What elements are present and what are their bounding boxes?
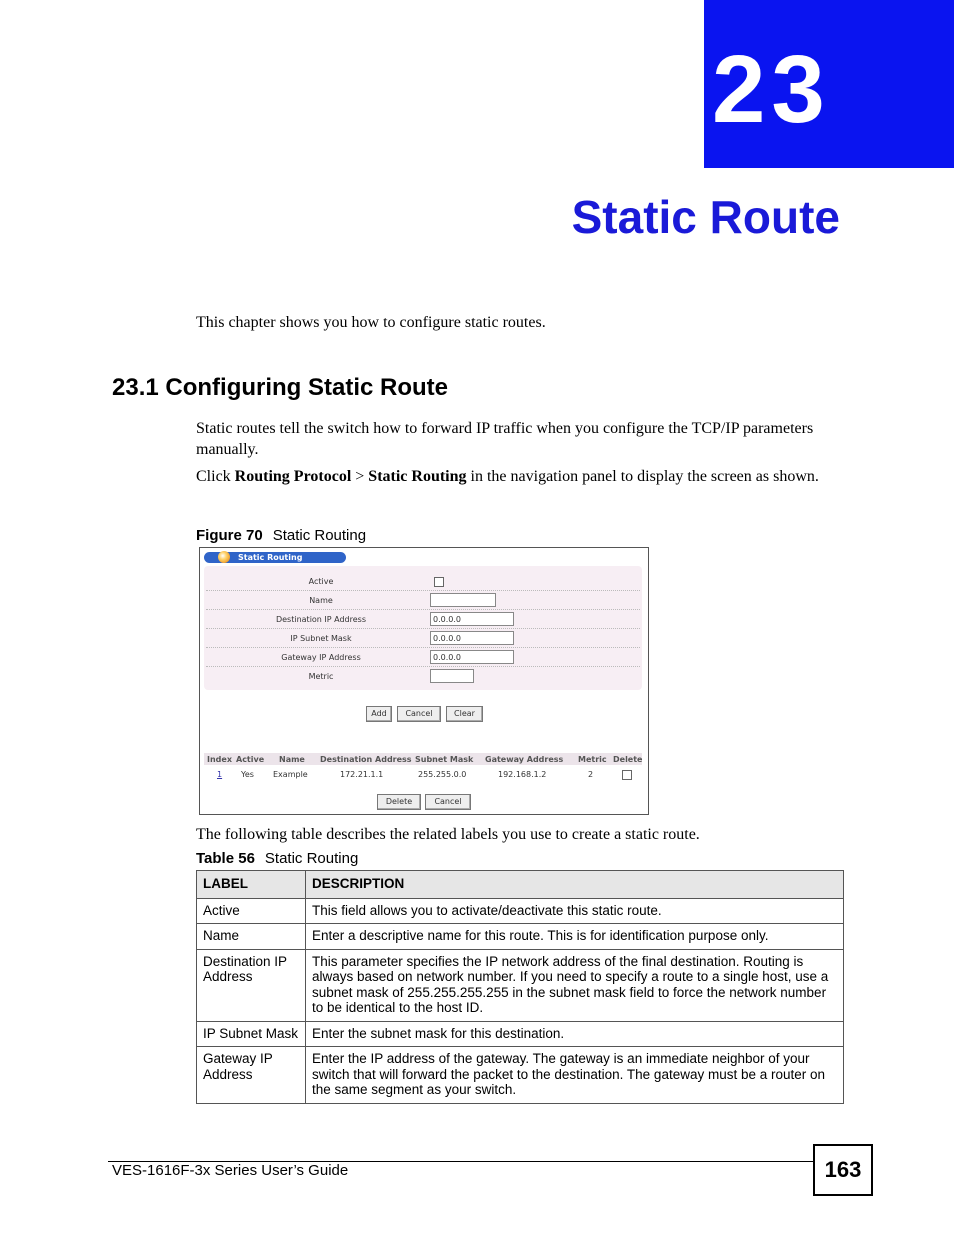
- field-label-subnet: IP Subnet Mask: [290, 634, 352, 643]
- field-name-row: [206, 591, 640, 610]
- field-destination-row: [206, 610, 640, 629]
- col-delete: Delete: [613, 755, 643, 764]
- route-destination: 172.21.1.1: [340, 770, 384, 779]
- add-button[interactable]: Add: [366, 706, 392, 722]
- field-label-metric: Metric: [308, 672, 334, 681]
- field-label-active: Active: [308, 577, 334, 586]
- col-gateway: Gateway Address: [485, 755, 564, 764]
- destination-ip-input[interactable]: 0.0.0.0: [430, 612, 514, 626]
- header-label: LABEL: [197, 871, 306, 899]
- static-routing-tab[interactable]: Static Routing: [204, 552, 346, 563]
- row-description: Enter the subnet mask for this destination.: [306, 1021, 844, 1047]
- field-label-name: Name: [309, 596, 333, 605]
- delete-button[interactable]: Delete: [377, 794, 421, 810]
- field-metric-row: [206, 667, 640, 685]
- row-label: IP Subnet Mask: [197, 1021, 306, 1047]
- footer-guide-title: VES-1616F-3x Series User’s Guide: [112, 1162, 349, 1179]
- active-checkbox[interactable]: [434, 577, 444, 587]
- table-row: [197, 1047, 844, 1104]
- static-routing-form: [204, 566, 642, 690]
- clear-button[interactable]: Clear: [446, 706, 483, 722]
- col-name: Name: [279, 755, 305, 764]
- row-description: Enter a descriptive name for this route. This is for identification purpose only.: [306, 924, 844, 950]
- route-gateway: 192.168.1.2: [498, 770, 547, 779]
- route-name: Example: [273, 770, 308, 779]
- intro-paragraph: This chapter shows you how to configure static routes.: [196, 314, 546, 331]
- col-index: Index: [207, 755, 232, 764]
- route-subnet: 255.255.0.0: [418, 770, 467, 779]
- description-table: [196, 870, 844, 1104]
- static-routing-screenshot: [199, 547, 649, 815]
- delete-checkbox[interactable]: [622, 770, 632, 780]
- table-row: [197, 898, 844, 924]
- figure-caption: Figure 70 Static Routing: [196, 527, 367, 544]
- route-metric: 2: [588, 770, 594, 779]
- page-number: 163: [813, 1144, 873, 1196]
- table-row: [197, 949, 844, 1021]
- cancel-delete-button[interactable]: Cancel: [425, 794, 471, 810]
- col-destination: Destination Address: [320, 755, 412, 764]
- chapter-title: Static Route: [571, 191, 840, 243]
- col-active: Active: [236, 755, 265, 764]
- field-label-gateway: Gateway IP Address: [281, 653, 361, 662]
- field-active-row: [206, 572, 640, 591]
- row-label: Name: [197, 924, 306, 950]
- route-table-header: [204, 753, 642, 765]
- row-description: This parameter specifies the IP network address of the final destination. Routing is always based on network number. If you need to specify a route to a single host, use a subnet mask of 255.255.255.255 in the subnet mask field to force the network number to be identical to the host ID.: [306, 949, 844, 1021]
- row-description: Enter the IP address of the gateway. The gateway is an immediate neighbor of your switch that will forward the packet to the destination. The gateway must be a router on the same segment as your switch.: [306, 1047, 844, 1104]
- section-heading: 23.1 Configuring Static Route: [112, 374, 449, 401]
- field-label-destination: Destination IP Address: [275, 615, 367, 624]
- table-row: [197, 1021, 844, 1047]
- gateway-ip-input[interactable]: 0.0.0.0: [430, 650, 514, 664]
- table-row: [204, 768, 642, 782]
- field-subnet-row: [206, 629, 640, 648]
- tab-orb-icon: [218, 551, 230, 563]
- col-subnet: Subnet Mask: [415, 755, 474, 764]
- table-intro-paragraph: The following table describes the related labels you use to create a static route.: [196, 826, 700, 843]
- name-input[interactable]: [430, 593, 496, 607]
- subnet-mask-input[interactable]: 0.0.0.0: [430, 631, 514, 645]
- row-label: Active: [197, 898, 306, 924]
- paragraph-static-routes: Static routes tell the switch how to forward IP traffic when you configure the TCP/IP parameters manually.: [196, 420, 814, 458]
- paragraph-navigation: Click Routing Protocol > Static Routing in the navigation panel to display the screen as shown.: [196, 468, 819, 485]
- row-label: Gateway IP Address: [197, 1047, 306, 1104]
- table-header-row: [197, 871, 844, 899]
- chapter-number: 23: [712, 36, 831, 143]
- col-metric: Metric: [578, 755, 607, 764]
- menu-path-static-routing: Static Routing: [368, 468, 467, 485]
- cancel-button[interactable]: Cancel: [397, 706, 441, 722]
- table-caption: Table 56 Static Routing: [196, 850, 359, 867]
- route-index-link[interactable]: 1: [217, 770, 223, 779]
- metric-input[interactable]: [430, 669, 474, 683]
- header-description: DESCRIPTION: [306, 871, 844, 899]
- menu-path-routing-protocol: Routing Protocol: [234, 468, 352, 485]
- field-gateway-row: [206, 648, 640, 667]
- row-label: Destination IP Address: [197, 949, 306, 1021]
- row-description: This field allows you to activate/deactivate this static route.: [306, 898, 844, 924]
- route-active: Yes: [241, 770, 254, 779]
- table-row: [197, 924, 844, 950]
